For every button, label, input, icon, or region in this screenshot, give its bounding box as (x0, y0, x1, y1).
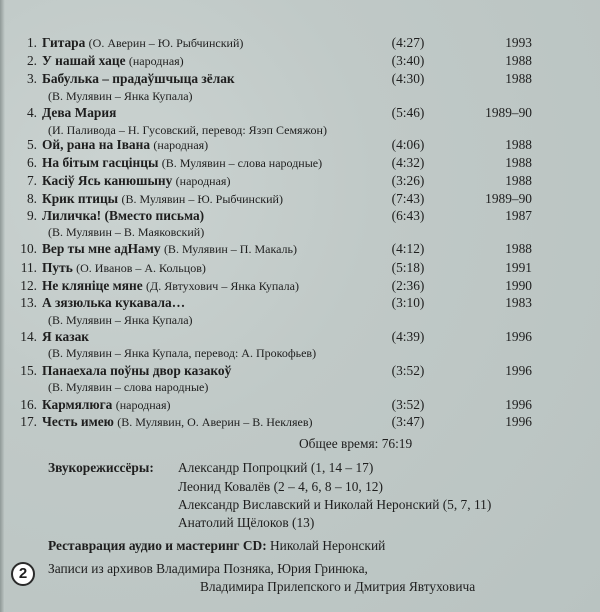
track-number: 9. (26, 208, 37, 223)
track-row (0, 413, 600, 431)
track-duration: (2:36) (391, 278, 425, 293)
track-duration: (3:10) (391, 295, 425, 310)
track-year: 1989–90 (485, 191, 532, 206)
track-duration: (3:47) (391, 414, 425, 429)
track-credit: (народная) (115, 398, 171, 412)
track-year: 1988 (505, 137, 532, 152)
track-title: Лиличка! (Вместо письма) (42, 208, 205, 223)
track-duration: (4:30) (391, 71, 425, 86)
track-year: 1996 (505, 397, 532, 412)
track-row (0, 172, 600, 190)
track-title: У нашай хаце (42, 53, 126, 68)
restoration-credit: Реставрация аудио и мастеринг CD: Николай Неронский (48, 538, 386, 553)
track-title: Вер ты мне адНаму (42, 241, 161, 256)
track-title: На бітым гасцінцы (42, 155, 159, 170)
track-number: 6. (26, 155, 37, 170)
track-number: 11. (20, 260, 37, 275)
track-row (0, 207, 600, 225)
track-credit: (В. Мулявин – Янка Купала, перевод: А. Прокофьев) (48, 346, 317, 360)
track-year: 1988 (505, 71, 532, 86)
track-year: 1983 (505, 295, 532, 310)
track-credit: (В. Мулявин – слова народные) (48, 380, 209, 394)
track-title: Честь имею (42, 414, 114, 429)
track-year: 1990 (505, 278, 532, 293)
track-duration: (5:46) (391, 105, 425, 120)
track-title: Не кляніце мяне (42, 278, 143, 293)
track-number: 12. (20, 278, 37, 293)
track-number: 5. (26, 137, 37, 152)
track-row (0, 190, 600, 208)
track-credit: (И. Паливода – Н. Гусовский, перевод: Язэп Семяжон) (48, 123, 327, 137)
engineer-name: Анатолий Щёлоков (13) (178, 515, 315, 530)
track-duration: (5:18) (391, 260, 425, 275)
track-row (0, 104, 600, 122)
track-number: 15. (20, 363, 37, 378)
engineer-name: Александр Попроцкий (1, 14 – 17) (178, 460, 374, 475)
track-title: Ой, рана на Івана (42, 137, 151, 152)
track-credit: (народная) (153, 138, 209, 152)
track-row (0, 396, 600, 414)
archives-line: Записи из архивов Владимира Позняка, Юрия Гринюка, (48, 561, 368, 576)
track-duration: (3:52) (391, 397, 425, 412)
track-year: 1988 (505, 173, 532, 188)
track-row (0, 362, 600, 380)
track-row (0, 52, 600, 70)
track-year: 1987 (505, 208, 532, 223)
track-credit: (О. Аверин – Ю. Рыбчинский) (88, 36, 244, 50)
track-year: 1993 (505, 35, 532, 50)
track-duration: (4:06) (391, 137, 425, 152)
track-number: 1. (26, 35, 37, 50)
track-credit: (народная) (175, 174, 231, 188)
engineer-name: Александр Виславский и Николай Неронский (5, 7, 11) (178, 497, 492, 512)
track-title: Гитара (42, 35, 86, 50)
track-number: 7. (26, 173, 37, 188)
track-row (0, 154, 600, 172)
track-number: 2. (26, 53, 37, 68)
track-title: Путь (42, 260, 73, 275)
track-duration: (6:43) (391, 208, 425, 223)
track-row (0, 328, 600, 346)
track-year: 1996 (505, 329, 532, 344)
track-duration: (4:32) (391, 155, 425, 170)
track-year: 1996 (505, 414, 532, 429)
track-year: 1988 (505, 53, 532, 68)
track-duration: (4:12) (391, 241, 425, 256)
track-row (0, 240, 600, 258)
track-row (0, 259, 600, 277)
track-number: 13. (20, 295, 37, 310)
track-credit: (В. Мулявин – Ю. Рыбчинский) (121, 192, 283, 206)
track-credit: (Д. Явтухович – Янка Купала) (146, 279, 299, 293)
track-duration: (7:43) (391, 191, 425, 206)
track-row (0, 136, 600, 154)
engineer-name: Леонид Ковалёв (2 – 4, 6, 8 – 10, 12) (178, 479, 383, 494)
track-year: 1991 (505, 260, 532, 275)
track-number: 14. (20, 329, 37, 344)
track-duration: (3:52) (391, 363, 425, 378)
total-time: Общее время: 76:19 (299, 436, 413, 451)
track-number: 8. (26, 191, 37, 206)
track-number: 10. (20, 241, 37, 256)
track-year: 1988 (505, 241, 532, 256)
track-credit: (народная) (128, 54, 184, 68)
track-number: 3. (26, 71, 37, 86)
track-number: 4. (26, 105, 37, 120)
track-credit: (В. Мулявин, О. Аверин – В. Некляев) (117, 415, 313, 429)
page-number-badge: 2 (11, 562, 35, 586)
track-duration: (4:27) (391, 35, 425, 50)
engineers-label: Звукорежиссёры: (48, 460, 154, 475)
track-credit: (В. Мулявин – Янка Купала) (48, 89, 193, 103)
restoration-label: Реставрация аудио и мастеринг CD (48, 538, 263, 553)
track-duration: (3:26) (391, 173, 425, 188)
track-title: Дева Мария (42, 105, 117, 120)
track-duration: (3:40) (391, 53, 425, 68)
track-row (0, 277, 600, 295)
track-title: Панаехала поўны двор казакоў (42, 363, 232, 378)
track-credit: (В. Мулявин – слова народные) (161, 156, 323, 170)
track-title: А зязюлька кукавала… (42, 295, 186, 310)
track-number: 16. (20, 397, 37, 412)
track-year: 1996 (505, 363, 532, 378)
track-year: 1989–90 (485, 105, 532, 120)
track-title: Бабулька – прадаўшчыца зёлак (42, 71, 235, 86)
track-credit: (О. Иванов – А. Кольцов) (76, 261, 206, 275)
track-duration: (4:39) (391, 329, 425, 344)
track-row (0, 294, 600, 312)
track-title: Я казак (42, 329, 90, 344)
track-credit: (В. Мулявин – П. Макаль) (163, 242, 297, 256)
track-row (0, 34, 600, 52)
track-title: Крик птицы (42, 191, 119, 206)
track-credit: (В. Мулявин – В. Маяковский) (48, 225, 205, 239)
track-title: Касіў Ясь канюшыну (42, 173, 173, 188)
archives-line: Владимира Прилепского и Дмитрия Явтуховича (200, 579, 476, 594)
track-number: 17. (20, 414, 37, 429)
track-year: 1988 (505, 155, 532, 170)
track-row (0, 70, 600, 88)
track-credit: (В. Мулявин – Янка Купала) (48, 313, 193, 327)
restoration-name: Николай Неронский (270, 538, 386, 553)
track-title: Кармялюга (42, 397, 113, 412)
